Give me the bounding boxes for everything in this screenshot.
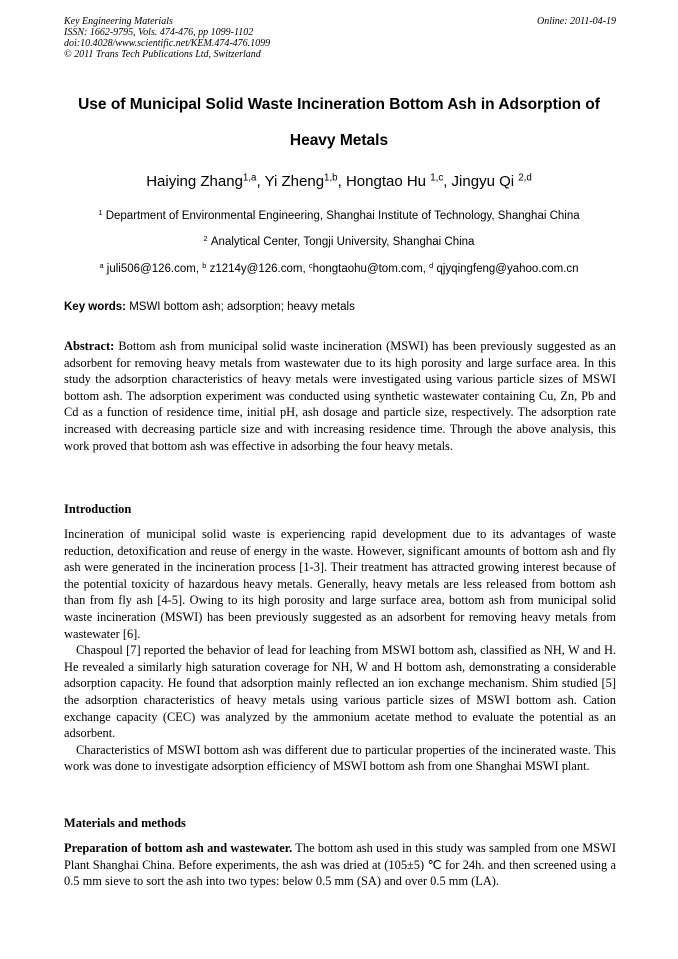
author-name: Haiying Zhang (146, 173, 243, 190)
journal-name: Key Engineering Materials (64, 16, 173, 27)
author-name: Yi Zheng (264, 173, 325, 190)
author-separator: , (443, 173, 452, 190)
author-superscript: 1,c (430, 172, 444, 184)
abstract (64, 338, 616, 454)
abstract-text: Bottom ash from municipal solid waste incineration (MSWI) has been previously suggested as an adsorbent for removing heavy metals from wastewater due to its high porosity and large surface area. In this study the adsorption characteristics of heavy metals were investigated using various particle sizes of MSWI bottom ash. The adsorption experiment was conducted using synthetic wastewater containing Cu, Zn, Pb and Cd as a function of residence time, initial pH, ash dosage and particle size, respectively. The adsorption rate increased with decreasing particle size and with increasing residence time. Through the above analysis, this work proved that bottom ash was effective in adsorbing the four heavy metals. (64, 339, 616, 453)
email-separator: , (302, 263, 309, 275)
issn-line: ISSN: 1662-9795, Vols. 474-476, pp 1099-1102 (64, 27, 254, 38)
email-address: hongtaohu@tom.com (312, 263, 423, 275)
paper-title-line-2: Heavy Metals (289, 132, 389, 149)
keywords-label: Key words: (64, 301, 126, 313)
affiliation-1 (40, 209, 638, 223)
keywords (64, 300, 616, 314)
affiliation-superscript: 1 (98, 207, 103, 217)
author-separator: , (337, 173, 346, 190)
author-superscript: 1,b (324, 172, 338, 184)
introduction-paragraph-3: Characteristics of MSWI bottom ash was different due to particular properties of the incinerated waste. This work was done to investigate adsorption efficiency of MSWI bottom ash from one Shanghai MSWI plant. (64, 742, 616, 774)
journal-header (64, 16, 616, 60)
email-superscript: d (429, 260, 434, 270)
methods-heading: Materials and methods (64, 816, 186, 830)
author-separator: , (256, 173, 265, 190)
author-name: Hongtao Hu (345, 173, 427, 190)
affiliation-2 (40, 235, 638, 249)
introduction-heading: Introduction (64, 502, 132, 516)
abstract-label: Abstract: (64, 339, 115, 353)
affiliation-superscript: 2 (203, 233, 208, 243)
author-superscript: 2,d (518, 172, 532, 184)
methods-paragraph (64, 840, 616, 890)
email-separator: , (195, 263, 203, 275)
methods-text: The bottom ash used in this study was sampled from one MSWI Plant Shanghai China. Before experiments, the ash was dried at (105±5) ℃ for 24h. and then screened using a 0.5 mm sieve to sort the ash into two types: below 0.5 mm (SA) and over 0.5 mm (LA). (64, 841, 616, 889)
email-separator: , (422, 263, 430, 275)
email-superscript: c (308, 260, 313, 270)
email-list (40, 262, 638, 276)
email-address: juli506@126.com (106, 263, 196, 275)
methods-subheading: Preparation of bottom ash and wastewater. (64, 841, 293, 855)
keywords-text: MSWI bottom ash; adsorption; heavy metals (126, 301, 355, 313)
email-superscript: a (99, 260, 104, 270)
introduction-paragraph-1: Incineration of municipal solid waste is experiencing rapid development due to its advantages of waste reduction, detoxification and reuse of energy in the waste. However, significant amounts of bottom ash and fly ash were generated in the incineration process [1-3]. Their treatment has attracted growing interest because of the potential toxicity of hazardous heavy metals. Generally, heavy metals are less released from bottom ash than from fly ash [4-5]. Owing to its high porosity and large surface area, bottom ash from municipal solid waste incineration (MSWI) has been previously suggested as an adsorbent for removing heavy metals from wastewater [6]. (64, 527, 616, 641)
doi-line: doi:10.4028/www.scientific.net/KEM.474-476.1099 (64, 38, 271, 49)
author-list (40, 173, 638, 191)
email-address: z1214y@126.com (209, 263, 303, 275)
introduction-body (64, 526, 616, 775)
paper-title-line-1: Use of Municipal Solid Waste Incineration Bottom Ash in Adsorption of (78, 96, 600, 113)
copyright-line: © 2011 Trans Tech Publications Ltd, Switzerland (64, 49, 261, 60)
author-name: Jingyu Qi (451, 173, 515, 190)
online-date: Online: 2011-04-19 (537, 16, 616, 27)
email-superscript: b (202, 260, 207, 270)
affiliation-text: Analytical Center, Tongji University, Shanghai China (210, 236, 475, 248)
introduction-paragraph-2: Chaspoul [7] reported the behavior of lead for leaching from MSWI bottom ash, classified as NH, W and H. He revealed a similarly high saturation coverage for NH, W and H bottom ash, demonstrating a considerable adsorption capacity. He found that adsorption mainly reflected an ion exchange mechanism. Shim studied [5] the adsorption characteristics of heavy metals using various particle sizes of MSWI bottom ash. Cation exchange capacity (CEC) was analyzed by the ammonium acetate method to evaluate the potential as an adsorbent. (64, 643, 616, 741)
email-address: qjyqingfeng@yahoo.com.cn (436, 263, 579, 275)
author-superscript: 1,a (242, 172, 257, 184)
affiliation-text: Department of Environmental Engineering, Shanghai Institute of Technology, Shanghai China (105, 210, 580, 222)
